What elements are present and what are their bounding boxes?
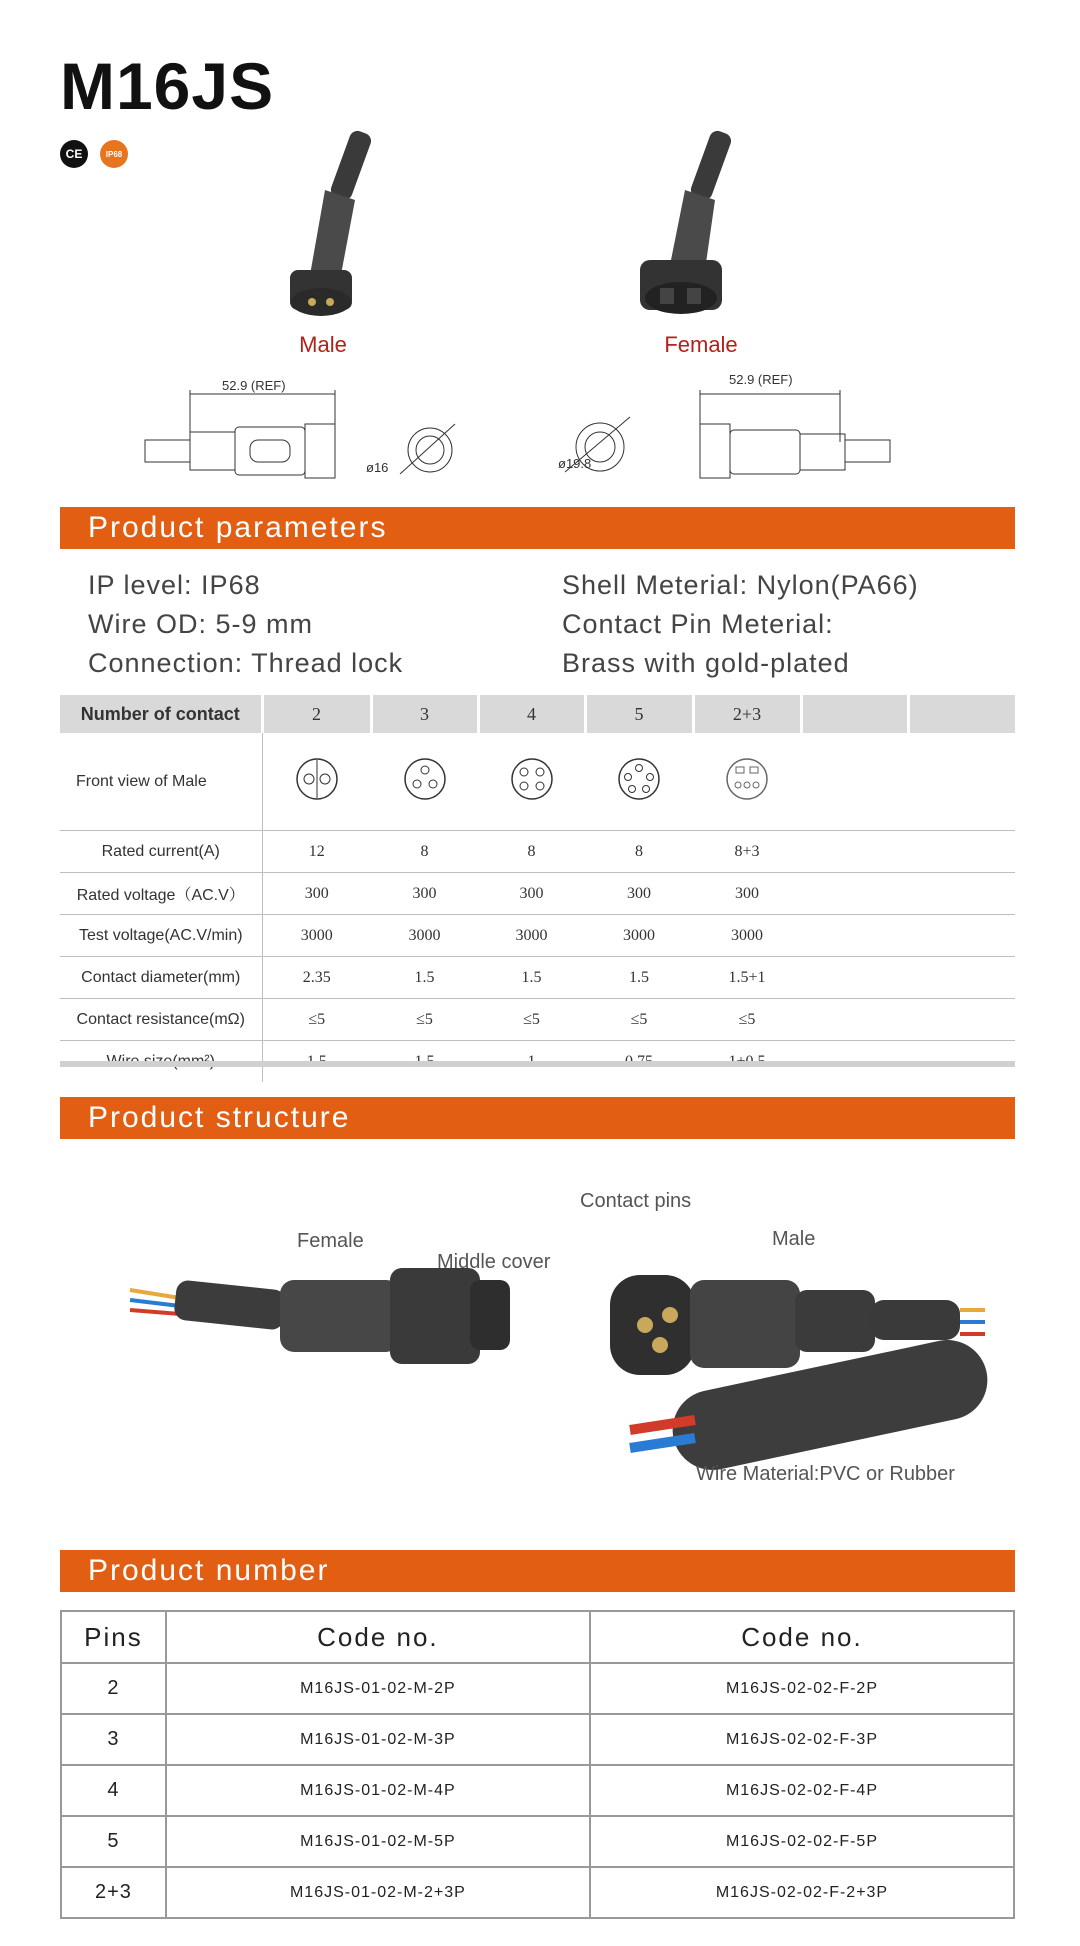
pn-row xyxy=(61,1765,1014,1816)
front-view-2plus3pin-icon xyxy=(693,733,801,831)
spec-cell: 12 xyxy=(262,831,371,873)
spec-cell: 8+3 xyxy=(693,831,801,873)
spec-cell: 3000 xyxy=(693,915,801,957)
front-view-2pin-icon xyxy=(262,733,371,831)
male-dimension-text: 52.9 (REF) xyxy=(222,378,286,393)
callout-wire-material: Wire Material:PVC or Rubber xyxy=(696,1463,955,1485)
spec-cell: 1.5 xyxy=(478,957,585,999)
product-number-table xyxy=(60,1610,1015,1919)
spec-row-label: Rated voltage（AC.V） xyxy=(60,873,262,915)
male-label: Male xyxy=(299,332,347,357)
pn-code-female: M16JS-02-02-F-4P xyxy=(590,1765,1014,1816)
spec-col-header xyxy=(801,695,908,733)
spec-col-header: 4 xyxy=(478,695,585,733)
spec-cell: 300 xyxy=(262,873,371,915)
spec-empty-cell xyxy=(801,733,908,831)
pn-code-male: M16JS-01-02-M-5P xyxy=(166,1816,590,1867)
spec-cell xyxy=(908,957,1015,999)
front-view-4pin-icon xyxy=(478,733,585,831)
spec-cell xyxy=(801,999,908,1041)
spec-cell xyxy=(801,831,908,873)
pn-row xyxy=(61,1714,1014,1765)
spec-cell: 3000 xyxy=(478,915,585,957)
param-connection: Connection: Thread lock xyxy=(88,648,404,678)
spec-cell: 3000 xyxy=(371,915,478,957)
spec-cell: 8 xyxy=(585,831,693,873)
pn-pins: 3 xyxy=(61,1714,166,1765)
spec-row xyxy=(60,831,1015,873)
section-title: Product number xyxy=(88,1554,330,1587)
param-pin-plating: Brass with gold-plated xyxy=(562,648,850,678)
spec-row-label: Contact resistance(mΩ) xyxy=(60,999,262,1041)
pn-pins: 2 xyxy=(61,1663,166,1714)
section-product-number xyxy=(60,1550,1015,1592)
female-dimension-drawing xyxy=(555,372,895,487)
callout-male: Male xyxy=(772,1228,816,1250)
ip68-badge-icon: IP68 xyxy=(100,140,128,168)
pn-row xyxy=(61,1867,1014,1918)
spec-cell: 300 xyxy=(693,873,801,915)
spec-col-header xyxy=(908,695,1015,733)
spec-cell: ≤5 xyxy=(262,999,371,1041)
pn-pins: 2+3 xyxy=(61,1867,166,1918)
spec-header-row xyxy=(60,695,1015,733)
front-view-3pin-icon xyxy=(371,733,478,831)
callout-female: Female xyxy=(297,1230,364,1252)
spec-cell xyxy=(801,957,908,999)
page-title: M16JS xyxy=(60,49,275,123)
spec-cell xyxy=(908,873,1015,915)
spec-cell xyxy=(801,873,908,915)
female-connector-image xyxy=(635,130,755,330)
pn-code-male: M16JS-01-02-M-3P xyxy=(166,1714,590,1765)
spec-header-label: Number of contact xyxy=(60,695,262,733)
spec-cell: 8 xyxy=(478,831,585,873)
spec-row xyxy=(60,873,1015,915)
spec-cell: ≤5 xyxy=(585,999,693,1041)
spec-cell: 1.5 xyxy=(585,957,693,999)
female-label: Female xyxy=(664,332,738,357)
pn-row xyxy=(61,1663,1014,1714)
spec-empty-cell xyxy=(908,733,1015,831)
section-product-structure xyxy=(60,1097,1015,1139)
female-dimension-text: 52.9 (REF) xyxy=(729,372,793,387)
pn-code-female: M16JS-02-02-F-2P xyxy=(590,1663,1014,1714)
female-diameter-text: ø19.8 xyxy=(558,456,592,471)
spec-col-header: 2 xyxy=(262,695,371,733)
spec-cell xyxy=(908,831,1015,873)
pn-code-female: M16JS-02-02-F-3P xyxy=(590,1714,1014,1765)
section-product-parameters xyxy=(60,507,1015,549)
spec-row-label: Front view of Male xyxy=(60,733,262,831)
female-assembly-image xyxy=(120,1260,540,1370)
param-wire-od: Wire OD: 5-9 mm xyxy=(88,609,314,639)
spec-row-label: Rated current(A) xyxy=(60,831,262,873)
spec-cell: 300 xyxy=(585,873,693,915)
spec-cell: 2.35 xyxy=(262,957,371,999)
section-title: Product structure xyxy=(88,1101,351,1134)
table-divider xyxy=(60,1061,1015,1067)
pn-pins: 4 xyxy=(61,1765,166,1816)
spec-row xyxy=(60,915,1015,957)
spec-col-header: 2+3 xyxy=(693,695,801,733)
spec-cell: 300 xyxy=(478,873,585,915)
spec-row xyxy=(60,999,1015,1041)
pn-row xyxy=(61,1816,1014,1867)
pn-header-pins: Pins xyxy=(61,1611,166,1663)
param-shell-material: Shell Meterial: Nylon(PA66) xyxy=(562,570,919,600)
spec-row xyxy=(60,957,1015,999)
front-view-5pin-icon xyxy=(585,733,693,831)
spec-cell xyxy=(801,915,908,957)
spec-col-header: 5 xyxy=(585,695,693,733)
pn-code-female: M16JS-02-02-F-5P xyxy=(590,1816,1014,1867)
male-connector-image xyxy=(270,130,390,330)
pn-code-male: M16JS-01-02-M-4P xyxy=(166,1765,590,1816)
male-dimension-drawing xyxy=(140,372,490,487)
spec-front-view-row xyxy=(60,733,1015,831)
spec-cell: ≤5 xyxy=(693,999,801,1041)
pn-header-row xyxy=(61,1611,1014,1663)
spec-cell xyxy=(908,915,1015,957)
spec-cell: 300 xyxy=(371,873,478,915)
spec-col-header: 3 xyxy=(371,695,478,733)
male-assembly-image xyxy=(600,1270,990,1470)
callout-contact-pins: Contact pins xyxy=(580,1190,692,1212)
pn-code-male: M16JS-01-02-M-2+3P xyxy=(166,1867,590,1918)
pn-header-code-male: Code no. xyxy=(166,1611,590,1663)
ce-mark-icon: CE xyxy=(60,140,88,168)
spec-cell: 3000 xyxy=(585,915,693,957)
pn-pins: 5 xyxy=(61,1816,166,1867)
param-ip-level: IP level: IP68 xyxy=(88,570,261,600)
spec-cell: 3000 xyxy=(262,915,371,957)
spec-cell: 8 xyxy=(371,831,478,873)
param-pin-material: Contact Pin Meterial: xyxy=(562,609,834,639)
spec-table xyxy=(60,695,1015,1082)
callout-middle-cover: Middle cover xyxy=(437,1251,551,1273)
pn-code-female: M16JS-02-02-F-2+3P xyxy=(590,1867,1014,1918)
spec-row-label: Test voltage(AC.V/min) xyxy=(60,915,262,957)
spec-row-label: Contact diameter(mm) xyxy=(60,957,262,999)
pn-code-male: M16JS-01-02-M-2P xyxy=(166,1663,590,1714)
spec-cell: 1.5+1 xyxy=(693,957,801,999)
spec-cell: ≤5 xyxy=(371,999,478,1041)
spec-cell: ≤5 xyxy=(478,999,585,1041)
spec-cell: 1.5 xyxy=(371,957,478,999)
pn-header-code-female: Code no. xyxy=(590,1611,1014,1663)
section-title: Product parameters xyxy=(88,511,388,544)
male-diameter-text: ø16 xyxy=(366,460,389,475)
spec-cell xyxy=(908,999,1015,1041)
